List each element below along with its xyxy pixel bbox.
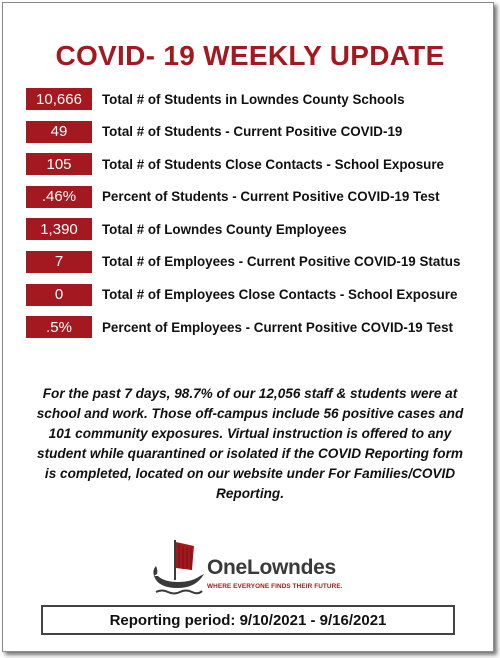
logo-wordmark-one: One — [207, 556, 247, 579]
page-title: COVID- 19 WEEKLY UPDATE — [55, 40, 445, 71]
logo-wordmark — [207, 556, 336, 580]
stat-label: Total # of Students Close Contacts - School Exposure — [102, 156, 444, 172]
stat-row-employees-total — [26, 218, 486, 240]
logo-tagline: WHERE EVERYONE FINDS THEIR FUTURE. — [207, 583, 343, 590]
stat-row-employees-positive — [26, 251, 486, 273]
stat-row-employees-percent-positive — [26, 316, 486, 338]
stat-row-students-close-contacts — [26, 153, 486, 175]
logo-wordmark-lowndes: Lowndes — [246, 556, 336, 579]
stat-row-students-positive — [26, 121, 486, 143]
stat-value: .5% — [26, 316, 92, 338]
stat-label: Total # of Employees Close Contacts - School Exposure — [102, 287, 458, 303]
stat-value: 105 — [26, 153, 92, 175]
stats-list — [26, 88, 486, 349]
stat-row-employees-close-contacts — [26, 284, 486, 306]
stat-label: Percent of Students - Current Positive COVID-19 Test — [102, 189, 440, 205]
stat-value: .46% — [26, 186, 92, 208]
stat-value: 10,666 — [26, 88, 92, 110]
stat-value: 7 — [26, 251, 92, 273]
stat-row-students-total — [26, 88, 486, 110]
stat-row-students-percent-positive — [26, 186, 486, 208]
stat-label: Percent of Employees - Current Positive COVID-19 Test — [102, 319, 453, 335]
reporting-period-text: Reporting period: 9/10/2021 - 9/16/2021 — [109, 611, 387, 629]
stat-value: 49 — [26, 121, 92, 143]
summary-paragraph: For the past 7 days, 98.7% of our 12,056 staff & students were at school and work. Those off-campus include 56 positive cases and 101 community exposures. Virtual instruction is offered to any student while quarantined or isolated if the COVID Reporting form is completed, located on our website under For Families/COVID Reporting. — [36, 386, 464, 501]
viking-ship-icon — [152, 536, 206, 596]
stat-label: Total # of Employees - Current Positive COVID-19 Status — [102, 254, 461, 270]
stat-label: Total # of Students - Current Positive COVID-19 — [102, 124, 403, 140]
onelowndes-logo — [150, 536, 350, 598]
stat-value: 1,390 — [26, 218, 92, 240]
stat-label: Total # of Lowndes County Employees — [102, 221, 347, 237]
stat-value: 0 — [26, 284, 92, 306]
reporting-period-box — [41, 605, 455, 635]
stat-label: Total # of Students in Lowndes County Schools — [102, 91, 405, 107]
